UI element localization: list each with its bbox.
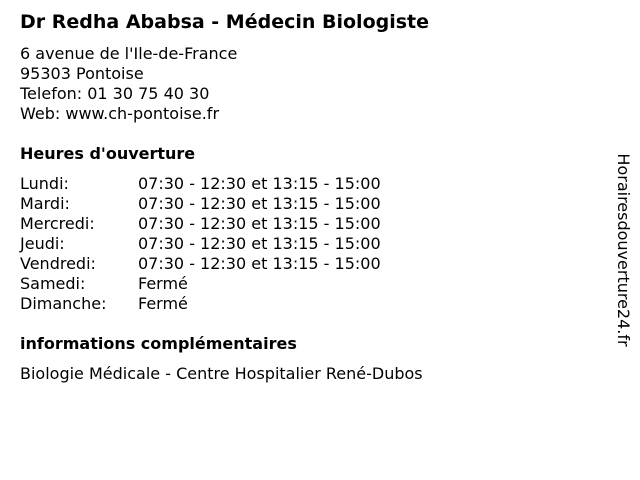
hours-heading: Heures d'ouverture — [20, 144, 196, 163]
hours-row-monday — [20, 174, 600, 194]
address-street: 6 avenue de l'Ile-de-France — [20, 44, 238, 63]
hours-day: Mercredi: — [20, 214, 95, 233]
hours-day: Dimanche: — [20, 294, 107, 313]
hours-day: Samedi: — [20, 274, 86, 293]
hours-row-tuesday — [20, 194, 600, 214]
hours-table — [20, 174, 600, 314]
address-block — [20, 44, 600, 124]
hours-row-sunday — [20, 294, 600, 314]
info-text: Biologie Médicale - Centre Hospitalier René-Dubos — [20, 364, 423, 383]
hours-day: Vendredi: — [20, 254, 96, 273]
hours-row-friday — [20, 254, 600, 274]
hours-time: Fermé — [138, 274, 188, 293]
hours-time: 07:30 - 12:30 et 13:15 - 15:00 — [138, 214, 381, 233]
hours-time: Fermé — [138, 294, 188, 313]
hours-row-saturday — [20, 274, 600, 294]
hours-time: 07:30 - 12:30 et 13:15 - 15:00 — [138, 174, 381, 193]
hours-day: Lundi: — [20, 174, 69, 193]
info-heading: informations complémentaires — [20, 334, 297, 353]
address-web: Web: www.ch-pontoise.fr — [20, 104, 220, 123]
address-city: 95303 Pontoise — [20, 64, 144, 83]
hours-time: 07:30 - 12:30 et 13:15 - 15:00 — [138, 194, 381, 213]
page-title: Dr Redha Ababsa - Médecin Biologiste — [20, 11, 430, 33]
hours-time: 07:30 - 12:30 et 13:15 - 15:00 — [138, 234, 381, 253]
hours-time: 07:30 - 12:30 et 13:15 - 15:00 — [138, 254, 381, 273]
hours-row-thursday — [20, 234, 600, 254]
hours-row-wednesday — [20, 214, 600, 234]
business-card — [20, 10, 600, 384]
hours-day: Jeudi: — [20, 234, 65, 253]
brand-watermark: Horairesdouverture24.fr — [614, 153, 633, 347]
address-phone: Telefon: 01 30 75 40 30 — [20, 84, 210, 103]
hours-day: Mardi: — [20, 194, 70, 213]
